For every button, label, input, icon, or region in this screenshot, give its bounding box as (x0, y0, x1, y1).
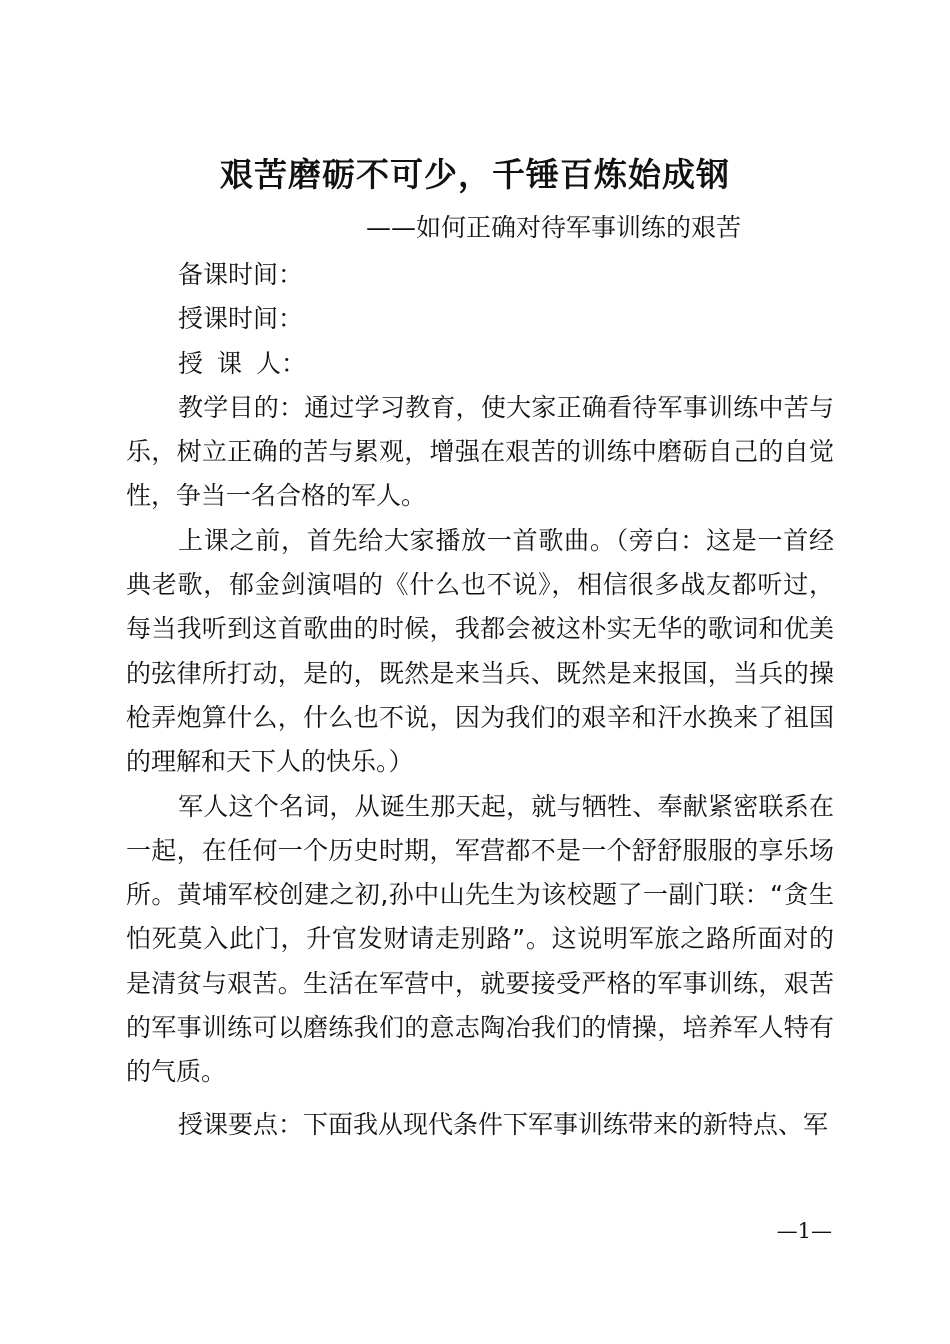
teacher-label-char-1: 授 (178, 348, 204, 378)
document-subtitle: ——如何正确对待军事训练的艰苦 (365, 213, 741, 242)
teacher-label-char-3: 人： (256, 348, 307, 378)
teach-time-label: 授课时间： (178, 304, 304, 334)
prep-time-label: 备课时间： (178, 260, 304, 289)
page-number: —1— (776, 1219, 832, 1243)
teacher-label-char-2: 课 (217, 348, 243, 378)
teacher-label (126, 342, 834, 386)
paragraph-soldier: 军人这个名词，从诞生那天起，就与牺牲、奉献紧密联系在一起，在任何一个历史时期，军营都不是一个舒舒服服的享乐场所。黄埔军校创建之初,孙中山先生为该校题了一副门联：“贪生怕死莫入此门，升官发财请走别路”。这说明军旅之路所面对的是清贫与艰苦。生活在军营中，就要接受严格的军事训练，艰苦的军事训练可以磨练我们的意志陶冶我们的情操，培养军人特有的气质。 (126, 791, 834, 1087)
document-body (126, 253, 834, 1147)
document-title: 艰苦磨砺不可少，千锤百炼始成钢 (220, 155, 730, 194)
paragraph-intro: 上课之前，首先给大家播放一首歌曲。（旁白：这是一首经典老歌，郁金剑演唱的《什么也不说》，相信很多战友都听过，每当我听到这首歌曲的时候，我都会被这朴实无华的歌词和优美的弦律所打动，是的，既然是来当兵、既然是来报国，当兵的操枪弄炮算什么，什么也不说，因为我们的艰辛和汗水换来了祖国的理解和天下人的快乐。） (126, 525, 834, 777)
paragraph-objective: 教学目的：通过学习教育，使大家正确看待军事训练中苦与乐，树立正确的苦与累观，增强在艰苦的训练中磨砺自己的自觉性，争当一名合格的军人。 (126, 392, 834, 511)
paragraph-key-points: 授课要点：下面我从现代条件下军事训练带来的新特点、军 (178, 1109, 829, 1139)
